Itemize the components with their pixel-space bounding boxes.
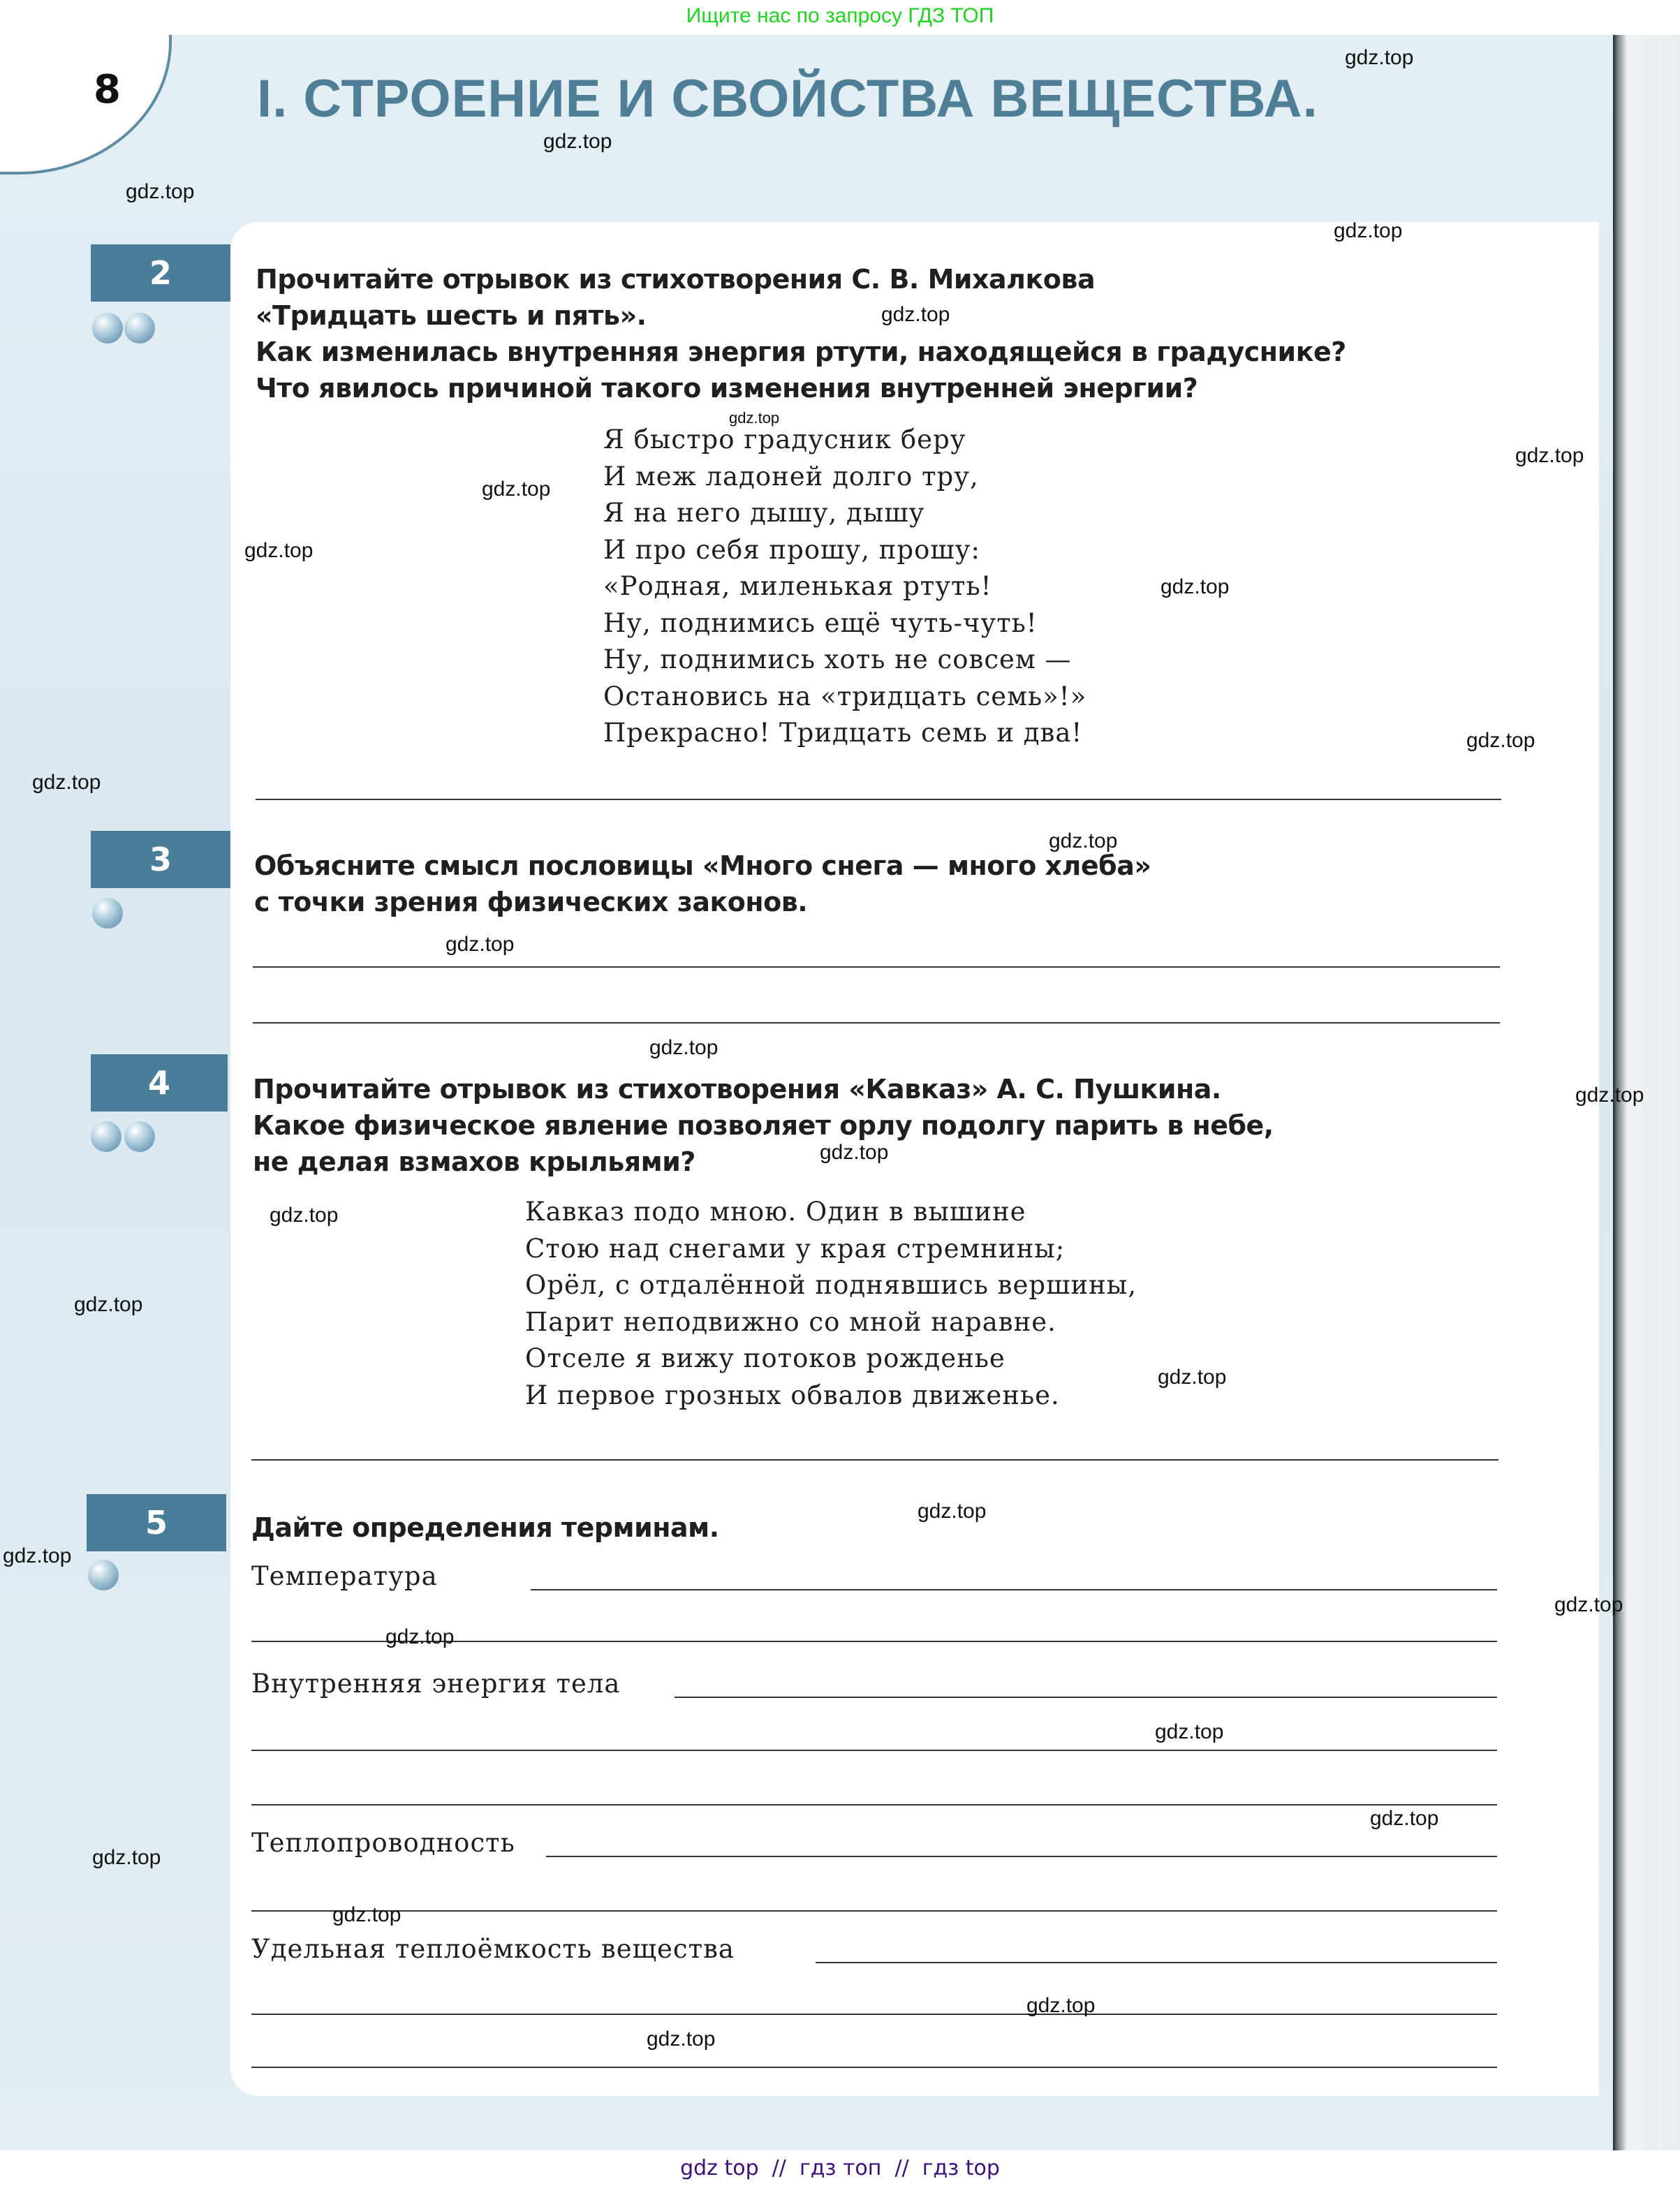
- watermark: gdz.top: [92, 1846, 161, 1869]
- poem-line: Я на него дышу, дышу: [603, 498, 925, 528]
- watermark: gdz.top: [482, 478, 551, 501]
- term-label: Удельная теплоёмкость вещества: [251, 1934, 735, 1964]
- watermark: gdz.top: [74, 1293, 143, 1316]
- chapter-title: I. СТРОЕНИЕ И СВОЙСТВА ВЕЩЕСТВА.: [257, 69, 1318, 128]
- watermark: gdz.top: [1334, 219, 1403, 242]
- watermark: gdz.top: [445, 933, 515, 956]
- answer-line[interactable]: [251, 1910, 1497, 1912]
- watermark: gdz.top: [918, 1500, 987, 1523]
- task-number-badge: 3: [91, 831, 230, 888]
- watermark: gdz.top: [647, 2028, 716, 2051]
- question-line: «Тридцать шесть и пять».: [256, 300, 647, 331]
- difficulty-dot-icon: [124, 313, 155, 344]
- answer-line[interactable]: [251, 1459, 1498, 1461]
- poem-line: Стою над снегами у края стремнины;: [525, 1233, 1066, 1264]
- poem-excerpt: [525, 1194, 1137, 1414]
- answer-line[interactable]: [251, 1750, 1497, 1751]
- watermark: gdz.top: [729, 409, 780, 427]
- question-line: Прочитайте отрывок из стихотворения С. В. Михалкова: [256, 264, 1096, 295]
- question-line: Что явилось причиной такого изменения внутренней энергии?: [256, 373, 1198, 404]
- watermark: gdz.top: [1554, 1593, 1623, 1616]
- question-line: Как изменилась внутренняя энергия ртути, находящейся в градуснике?: [256, 337, 1346, 367]
- poem-line: И первое грозных обвалов движенье.: [525, 1380, 1060, 1410]
- answer-line[interactable]: [251, 1804, 1497, 1805]
- watermark: gdz.top: [1026, 1994, 1096, 2017]
- poem-line: Прекрасно! Тридцать семь и два!: [603, 718, 1083, 748]
- poem-line: Кавказ подо мною. Один в вышине: [525, 1197, 1026, 1227]
- watermark: gdz.top: [649, 1036, 719, 1059]
- task-number-badge: 5: [87, 1494, 226, 1551]
- term-label: Температура: [251, 1561, 438, 1591]
- watermark: gdz.top: [1575, 1084, 1644, 1107]
- term-label: Внутренняя энергия тела: [251, 1669, 621, 1699]
- answer-line[interactable]: [253, 966, 1500, 968]
- task-number-badge: 4: [91, 1054, 228, 1112]
- task-question: [254, 848, 1511, 920]
- poem-line: «Родная, миленькая ртуть!: [603, 571, 992, 601]
- task-question: [251, 1509, 1508, 1546]
- question-line: Дайте определения терминам.: [251, 1512, 719, 1543]
- watermark: gdz.top: [244, 539, 314, 562]
- answer-line[interactable]: [253, 1022, 1500, 1024]
- watermark: gdz.top: [1160, 575, 1230, 598]
- search-banner: [0, 0, 1680, 35]
- watermark: gdz.top: [332, 1903, 401, 1926]
- difficulty-dot-icon: [124, 1121, 155, 1152]
- question-line: не делая взмахов крыльями?: [253, 1146, 695, 1177]
- answer-line[interactable]: [251, 2014, 1497, 2015]
- question-line: Объясните смысл пословицы «Много снега — много хлеба»: [254, 850, 1151, 881]
- banner-text: Ищите нас по запросу ГДЗ ТОП: [686, 4, 994, 27]
- answer-line[interactable]: [531, 1589, 1497, 1590]
- difficulty-dot-icon: [92, 313, 123, 344]
- watermark: gdz.top: [1155, 1720, 1224, 1743]
- watermark: gdz.top: [1515, 444, 1584, 467]
- watermark: gdz.top: [270, 1204, 339, 1227]
- difficulty-dot-icon: [92, 898, 123, 929]
- term-label: Теплопроводность: [251, 1828, 515, 1858]
- difficulty-dot-icon: [91, 1121, 121, 1152]
- page-number: 8: [94, 67, 121, 112]
- poem-line: Я быстро градусник беру: [603, 424, 966, 455]
- poem-excerpt: [603, 422, 1086, 752]
- watermark: gdz.top: [385, 1625, 455, 1648]
- watermark: gdz.top: [1158, 1366, 1227, 1389]
- task-number-badge: 2: [91, 244, 230, 302]
- question-line: с точки зрения физических законов.: [254, 887, 808, 917]
- answer-line[interactable]: [816, 1962, 1497, 1963]
- watermark: gdz.top: [881, 303, 950, 326]
- difficulty-dot-icon: [88, 1560, 119, 1590]
- poem-line: И меж ладоней долго тру,: [603, 461, 979, 492]
- watermark: gdz.top: [1370, 1807, 1439, 1830]
- poem-line: И про себя прошу, прошу:: [603, 534, 980, 565]
- question-line: Прочитайте отрывок из стихотворения «Кавказ» А. С. Пушкина.: [253, 1074, 1221, 1105]
- poem-line: Орёл, с отдалённой поднявшись вершины,: [525, 1270, 1137, 1300]
- watermark: gdz.top: [820, 1141, 889, 1164]
- poem-line: Ну, поднимись ещё чуть-чуть!: [603, 607, 1038, 638]
- watermark: gdz.top: [126, 180, 195, 203]
- task-question: [256, 261, 1512, 406]
- poem-line: Остановись на «тридцать семь»!»: [603, 681, 1087, 711]
- watermark: gdz.top: [1466, 729, 1535, 752]
- answer-line[interactable]: [675, 1697, 1497, 1698]
- footer-text: gdz top // гдз топ // гдз top: [680, 2156, 1000, 2180]
- watermark: gdz.top: [3, 1544, 72, 1567]
- watermark: gdz.top: [543, 130, 612, 153]
- watermark: gdz.top: [1049, 829, 1118, 852]
- answer-line[interactable]: [251, 2067, 1497, 2068]
- answer-line[interactable]: [546, 1856, 1497, 1857]
- poem-line: Ну, поднимись хоть не совсем —: [603, 644, 1072, 674]
- answer-line[interactable]: [256, 799, 1501, 800]
- question-line: Какое физическое явление позволяет орлу подолгу парить в небе,: [253, 1110, 1274, 1141]
- footer-links: [0, 2150, 1680, 2186]
- poem-line: Отселе я вижу потоков рожденье: [525, 1343, 1005, 1373]
- poem-line: Парит неподвижно со мной наравне.: [525, 1306, 1056, 1337]
- watermark: gdz.top: [1345, 46, 1414, 69]
- watermark: gdz.top: [32, 771, 101, 794]
